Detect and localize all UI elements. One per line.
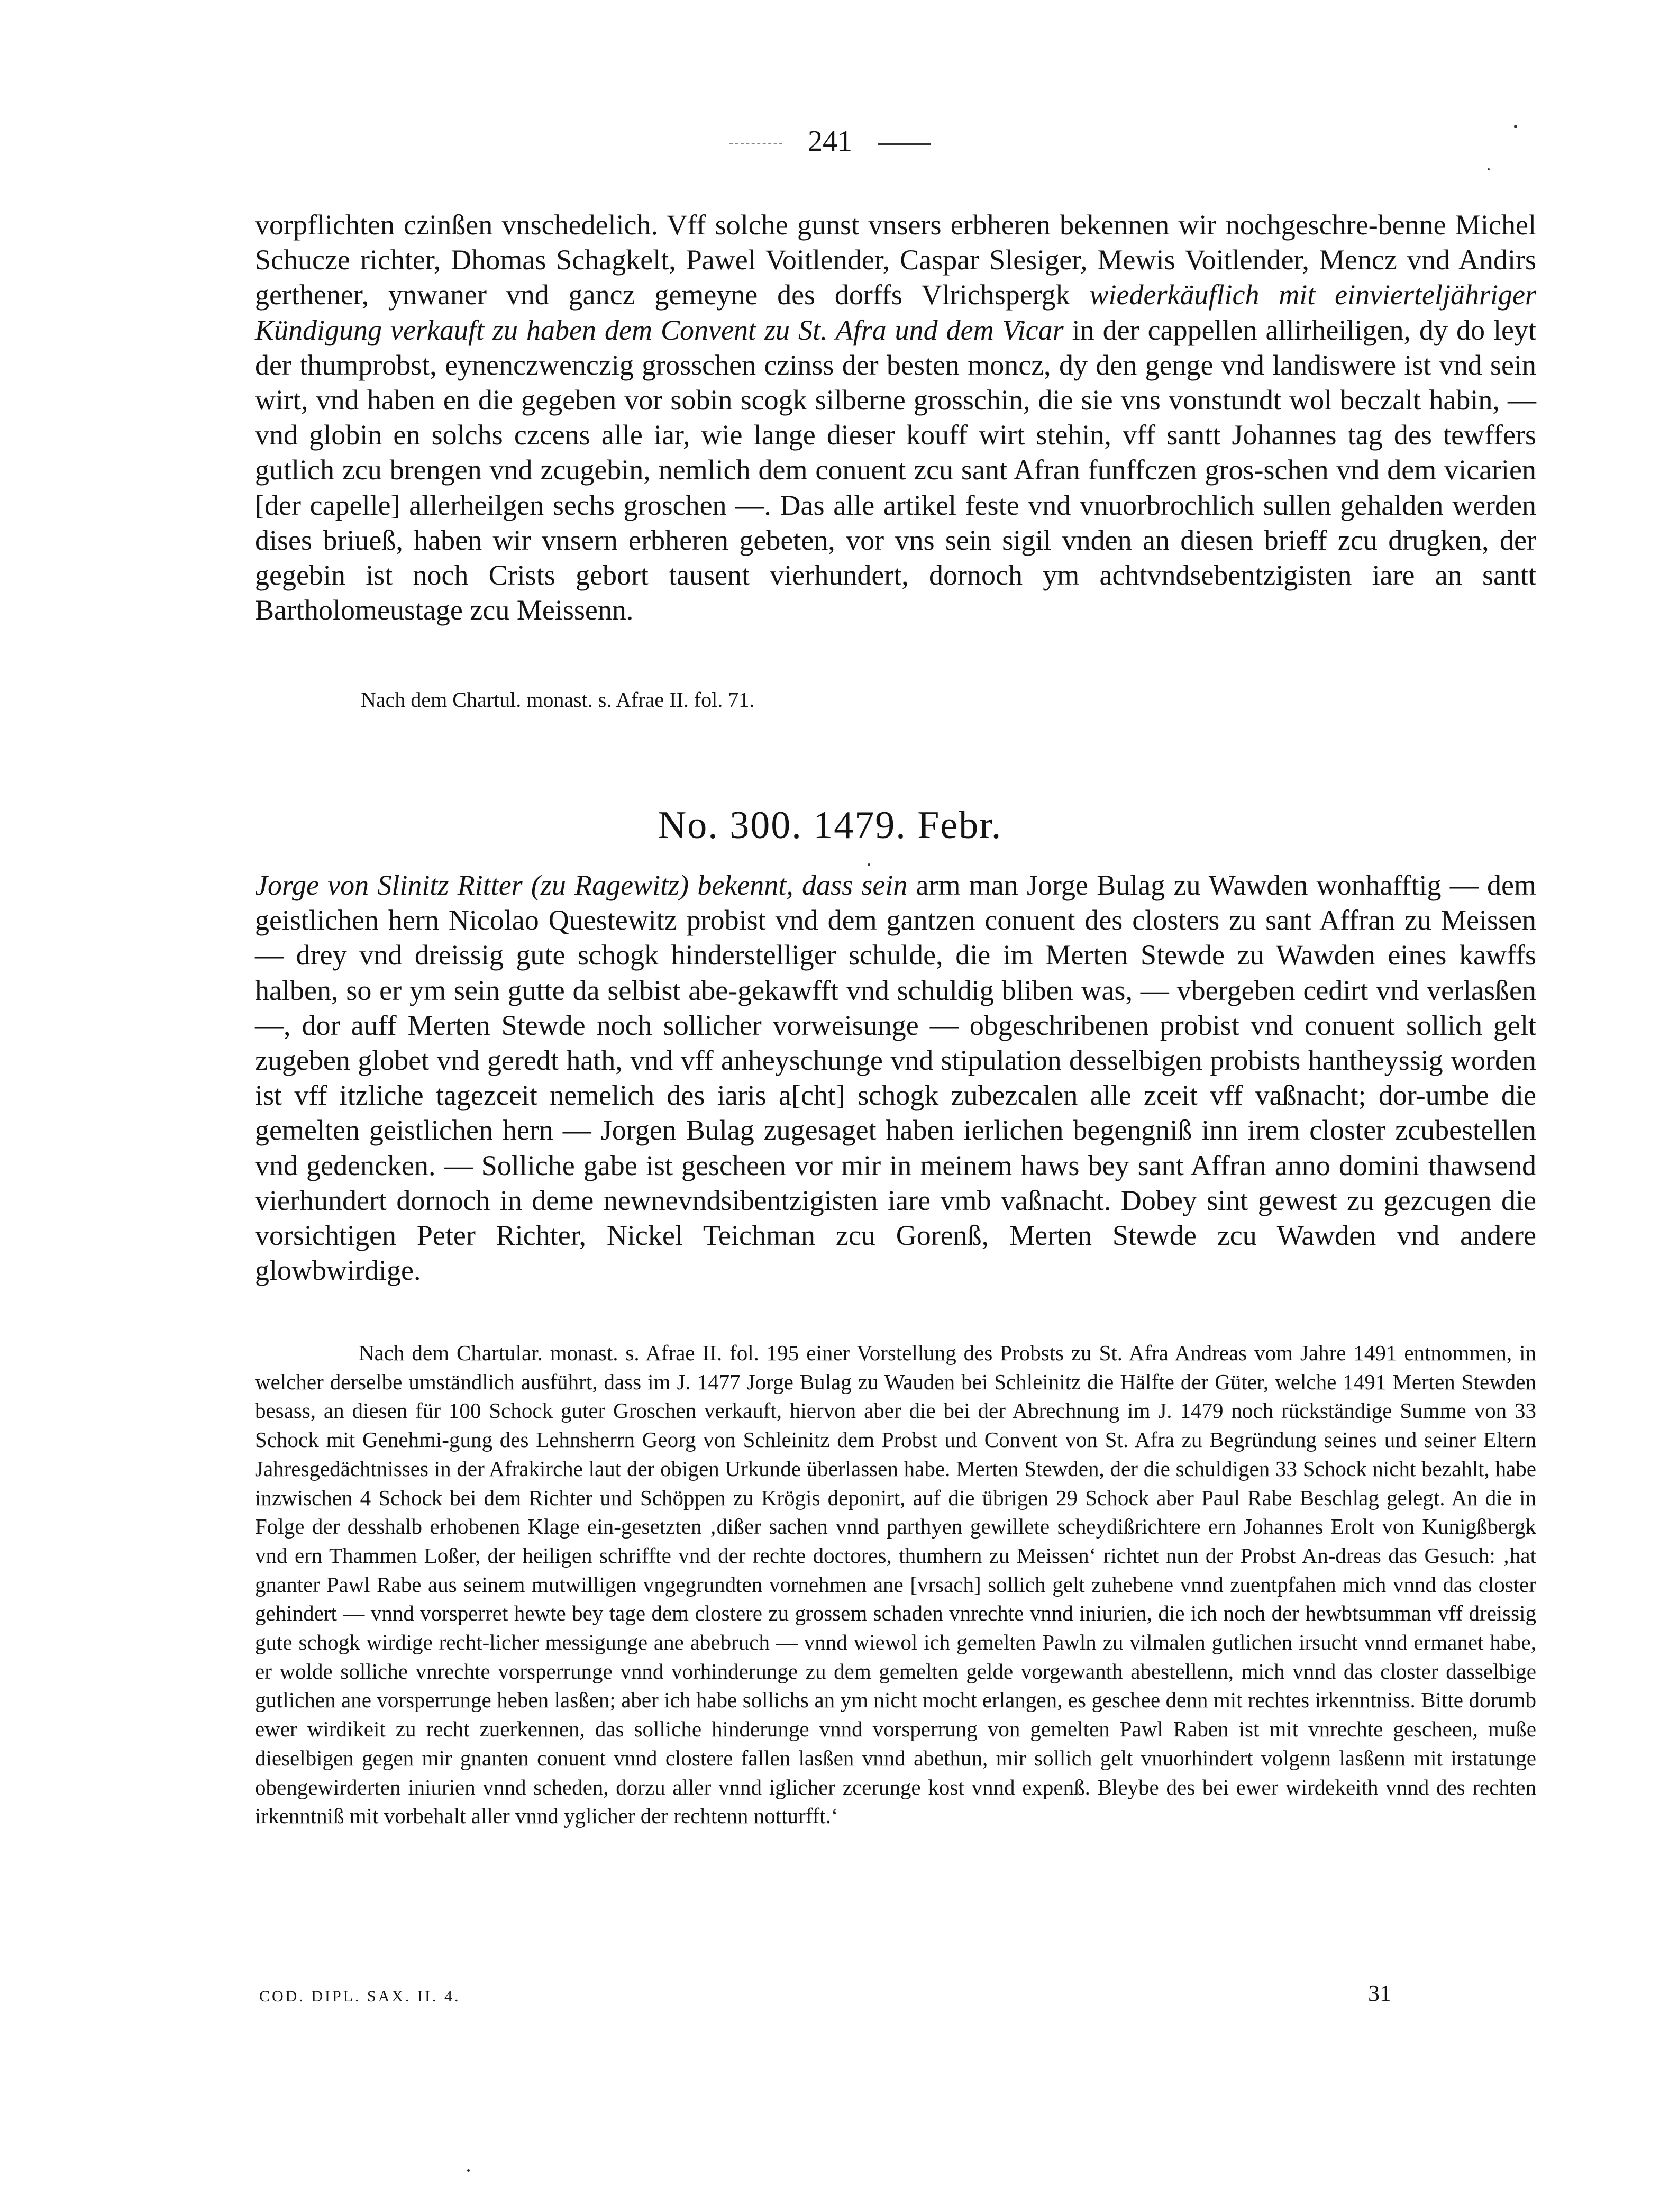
editorial-note: Nach dem Chartular. monast. s. Afrae II. fol. 195 einer Vorstellung des Probsts zu St. Afra Andreas vom Jahre 1491 entnommen, in welcher derselbe umständlich ausführt, dass im J. 1477 Jorge Bulag zu Wauden bei Schleinitz die Hälfte der Güter, welche 1491 Merten Stewden besass, an diesen für 100 Schock guter Groschen verkauft, hiervon aber die bei der Abrechnung im J. 1479 noch rückständige Summe von 33 Schock mit Genehmi-gung des Lehnsherrn Georg von Schleinitz dem Probst und Convent von St. Afra zu Begründung seines und seiner Eltern Jahresgedächtnisses in der Afrakirche laut der obigen Urkunde überlassen habe. Merten Stewden, der die schuldigen 33 Schock nicht bezahlt, habe inzwischen 4 Schock bei dem Richter und Schöppen zu Krögis deponirt, auf die übrigen 29 Schock aber Paul Rabe Beschlag gelegt. An die in Folge der desshalb erhobenen Klage ein-gesetzten ‚dißer sachen vnnd parthyen gewillete scheydißrichtere ern Johannes Erolt von Kunigßbergk vnd ern Thammen Loßer, der heiligen schriffte vnd der rechte doctores, thumhern zu Meissen‘ richtet nun der Probst An-dreas das Gesuch: ‚hat gnanter Pawl Rabe aus seinem mutwilligen vngegrundten vornehmen ane [vrsach] sollich gelt zuhebene vnnd zuentpfahen mich vnnd das closter gehindert — vnnd vorsperret hewte bey tage dem clostere zu grossem schaden vnrechte vnnd iniurien, die ich noch der hewbtsumman vff dreissig gute schogk wirdige recht-licher messigunge ane abebruch — vnnd wiewol ich gemelten Pawln zu vilmalen gutlichen irsucht vnnd ermanet habe, er wolde solliche vnrechte vorsperrunge vnnd vorhinderunge zu dem gemelten gelde vorgewanth abestellenn, mich vnnd das closter dasselbige gutlichen ane vorsperrunge heben lasßen; aber ich habe sollichs an ym nicht mocht erlangen, es geschee denn mit rechtes irkenntniss. Bitte dorumb ewer wirdikeit zu recht zuerkennen, das solliche hinderunge vnnd vorsperrung von gemelten Pawl Raben ist mit vnrechte gescheen, mußе dieselbigen gegen mir gnanten conuent vnnd clostere fallen lasßen vnnd abethun, mir sollich gelt vnuorhindert volgenn lasßenn mit irstatunge obengewirderten iniurien vnnd scheden, dorzu aller vnnd iglicher zcerunge kost vnnd expenß. Bleybe des bei ewer wirdekeith vnnd des rechten irkenntniß mit vorbehalt aller vnnd yglicher der rechtenn notturfft.‘ <box>255 1341 1536 1828</box>
header-rule-left <box>729 143 782 144</box>
scan-speck <box>467 2169 470 2172</box>
charter-regest: Jorge von Slinitz Ritter (zu Ragewitz) bekennt, dass sein <box>255 869 908 901</box>
scan-speck <box>1514 125 1517 128</box>
upper-document-source-note: Nach dem Chartul. monast. s. Afrae II. fol. 71. <box>361 688 755 712</box>
charter-text <box>255 868 1536 1288</box>
scan-speck <box>868 863 870 866</box>
sheet-number: 31 <box>1368 1980 1391 2006</box>
scan-speck <box>1488 168 1490 170</box>
charter-heading: No. 300. 1479. Febr. <box>658 804 1002 847</box>
page-footer <box>259 1980 1534 2007</box>
charter-body: arm man Jorge Bulag zu Wawden wonhafftig — dem geistlichen hern Nicolao Questewitz probist vnd dem gantzen conuent des closters zu sant Affran zu Meissen — drey vnd dreissig gute schogk hinderstelliger schulde, die im Merten Stewde zu Wawden eines kawffs halben, so er ym sein gutte da selbist abe-gekawfft vnd schuldig bliben was, — vbergeben cedirt vnd verlasßen —, dor auff Merten Stewde noch sollicher vorweisunge — obgeschribenen probist vnd conuent sollich gelt zugeben globet vnd geredt hath, vnd vff anheyschunge vnd stipulation desselbigen probists hantheyssig worden ist vff itzliche tagezceit nemelich des iaris a[cht] schogk zubezcalen alle zceit vff vaßnacht; dor-umbe die gemelten geistlichen hern — Jorgen Bulag zugesaget haben ierlichen begengniß inn irem closter zcubestellen vnd gedencken. — Solliche gabe ist gescheen vor mir in meinem haws bey sant Affran anno domini thawsend vierhundert dornoch in deme newnevndsibentzigisten iare vmb vaßnacht. Dobey sint gewest zu gezcugen die vorsichtigen Peter Richter, Nickel Teichman zcu Gorenß, Merten Stewde zcu Wawden vnd andere glowbwirdige. <box>255 869 1537 1287</box>
page-header <box>0 123 1660 160</box>
upper-document-text-start: vorpflichten czinßen vnschedelich. Vff solche gunst vnsers erbheren bekennen wir nochgeschre-benne Michel Schucze richter, Dhomas Schagkelt, Pawel Voitlender, Caspar Slesiger, Mewis Voitlender, Mencz vnd Andirs gerthener, ynwaner vnd gancz gemeyne des dorffs Vlrichspergk <box>255 209 1536 311</box>
upper-document-text <box>255 207 1536 627</box>
page-number: 241 <box>808 125 852 158</box>
upper-document-regest: wiederkäuflich mit einvierteljähriger Kündigung verkauft zu haben dem Convent zu St. Afra und dem Vicar <box>255 279 1537 346</box>
header-rule-right <box>878 143 931 145</box>
upper-document-text-end: in der cappellen allirheiligen, dy do leyt der thumprobst, eynenczwenczig grosschen czinss der besten moncz, dy den genge vnd landiswere ist vnd sein wirt, vnd haben en die gegeben vor sobin scogk silberne grosschin, die sie vns vonstundt wol beczalt habin, — vnd globin en solchs czcens alle iar, wie lange dieser kouff wirt stehin, vff santt Johannes tag des tewffers gutlich zcu brengen vnd zcugebin, nemlich dem conuent zcu sant Afran funffczen gros-schen vnd dem vicarien [der capelle] allerheilgen sechs groschen —. Das alle artikel feste vnd vnuorbrochlich sullen gehalden werden dises briueß, haben wir vnsern erbheren gebeten, vor vns sein sigil vnden an diesen brieff zcu drugken, der gegebin ist noch Crists gebort tausent vierhundert, dornoch ym achtvndsebentzigisten iare an santt Bartholomeustage zcu Meissenn. <box>255 314 1536 626</box>
codex-signature: COD. DIPL. SAX. II. 4. <box>259 1988 461 2005</box>
